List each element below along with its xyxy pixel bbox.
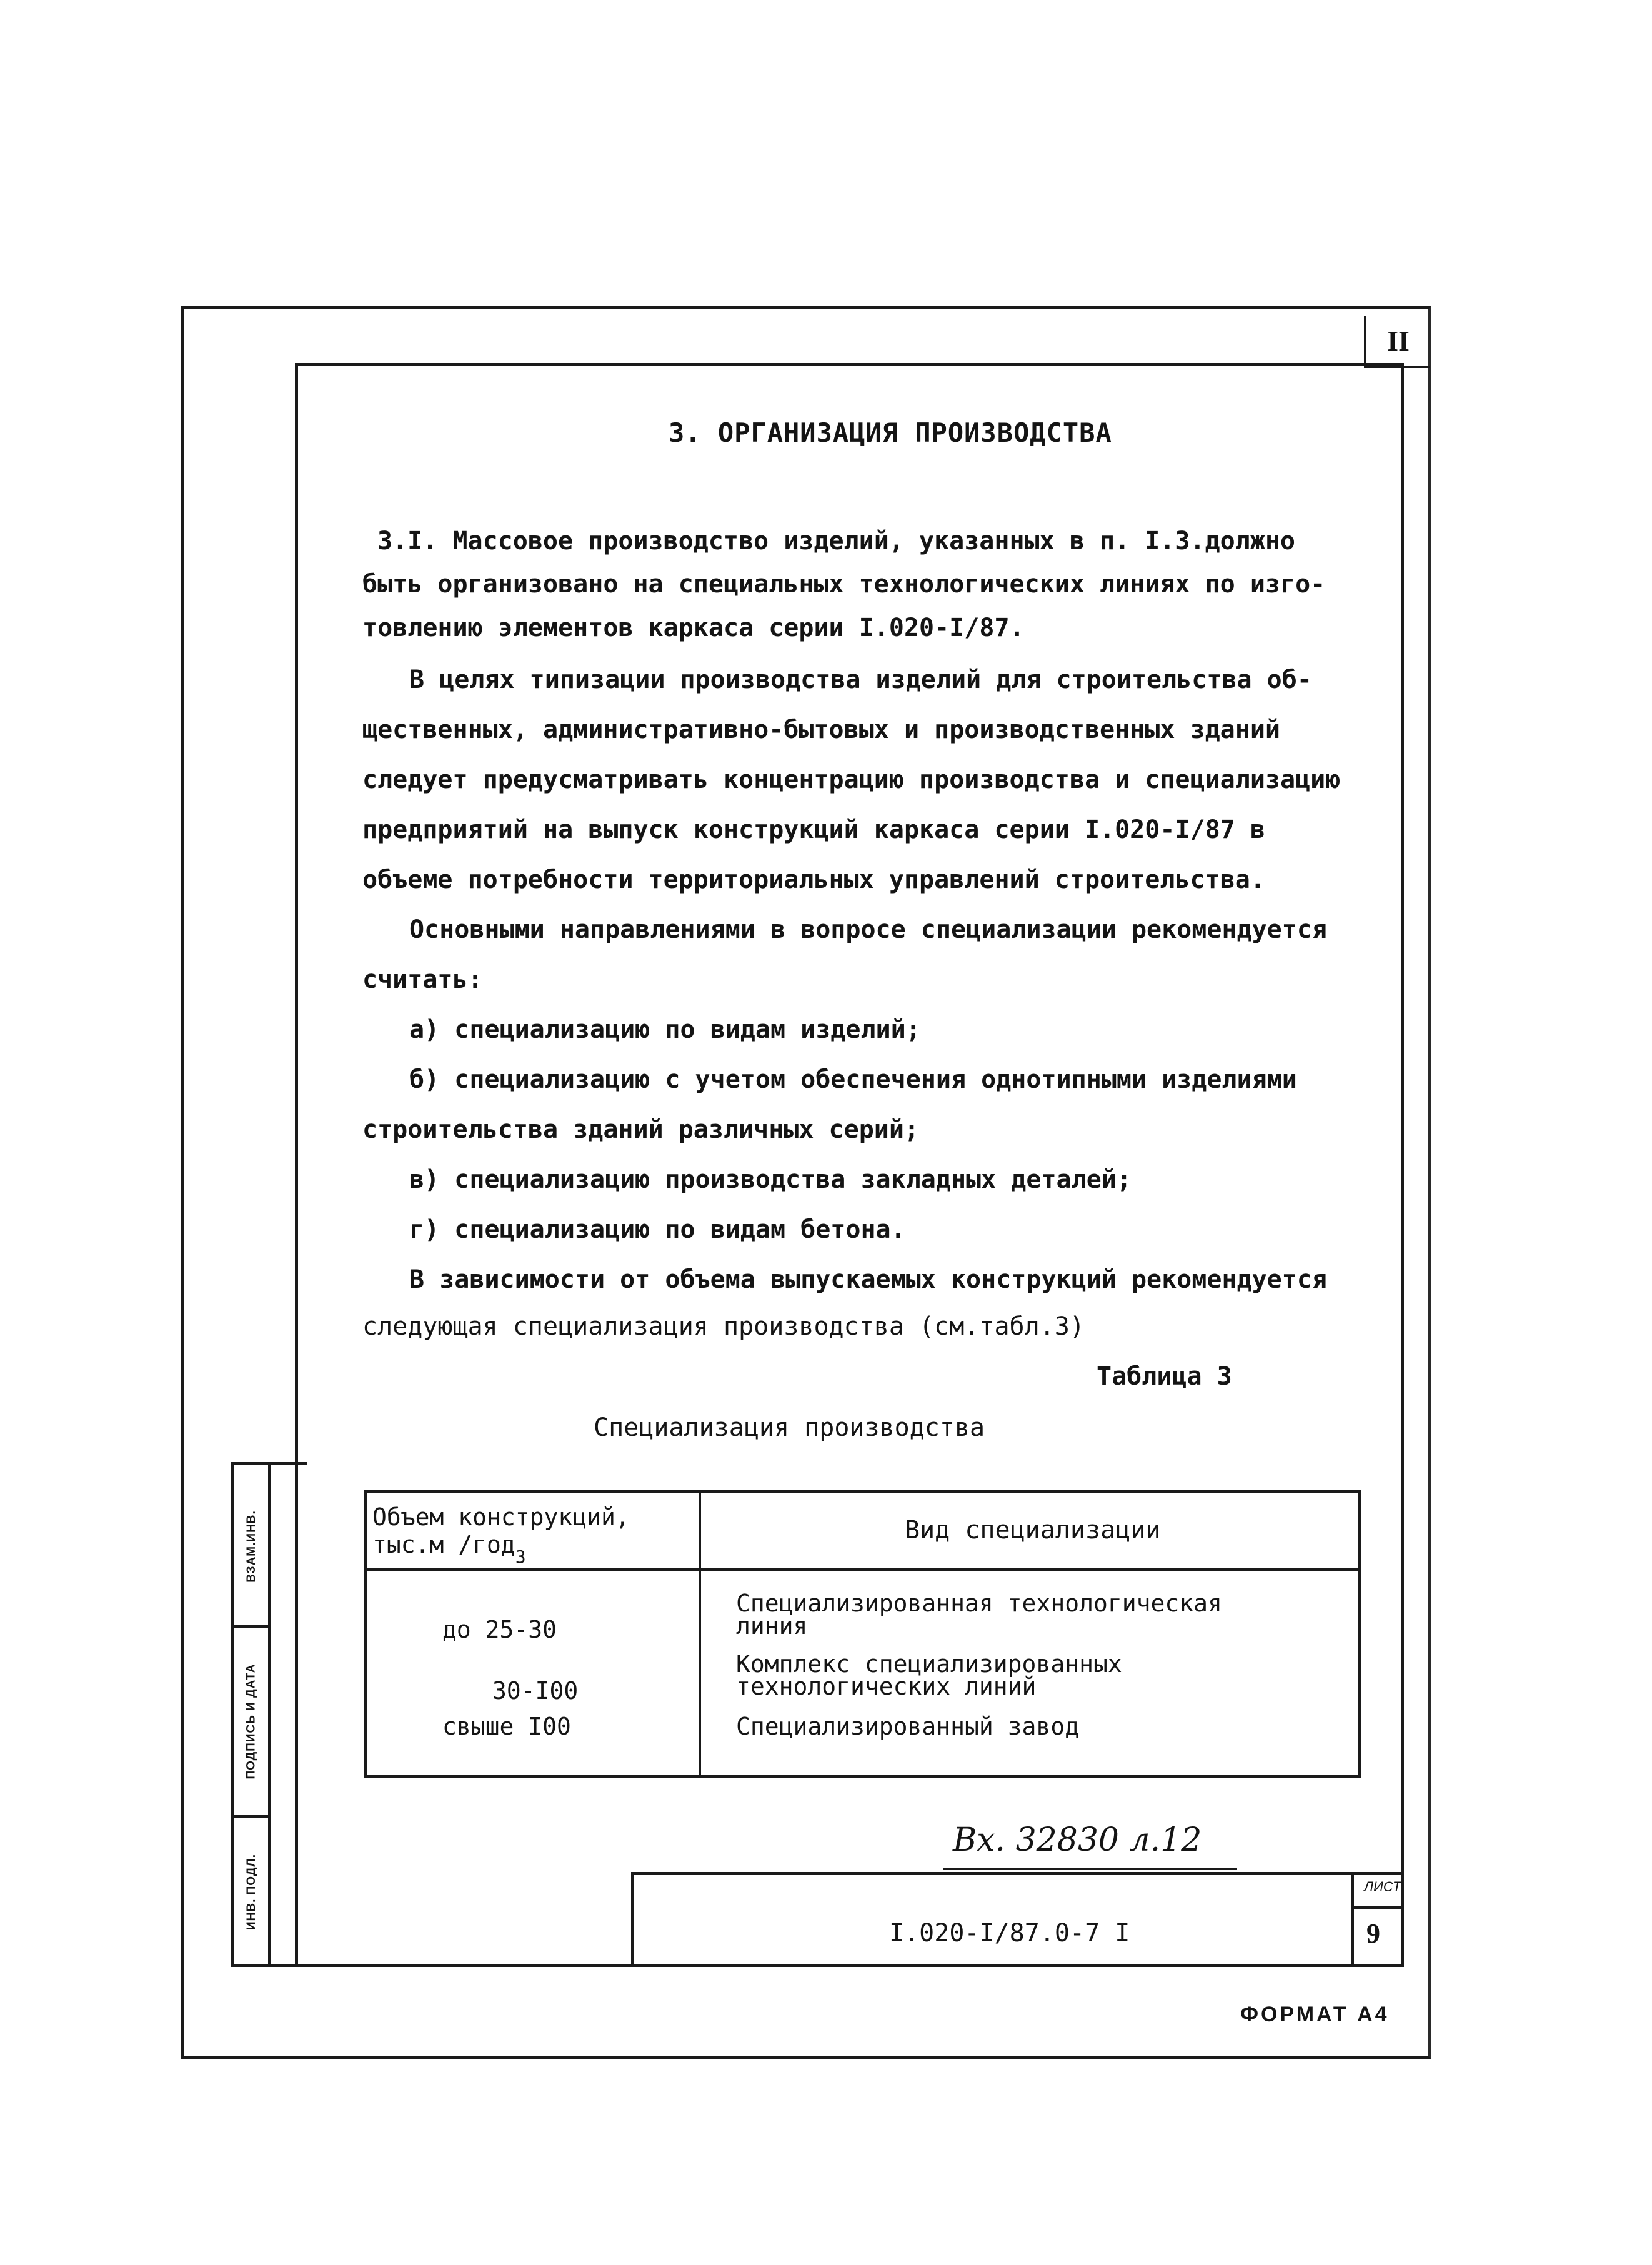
- body-line: товлению элементов каркаса серии I.020-I/87.: [362, 614, 1025, 642]
- body-line: следует предусматривать концентрацию производства и специализацию: [362, 765, 1341, 794]
- table-cell-kind: технологических линий: [736, 1673, 1037, 1700]
- table-header-volume-sup: 3: [515, 1546, 526, 1567]
- table-header-volume: [372, 1503, 630, 1567]
- table-cell-volume: свыше I00: [442, 1713, 571, 1740]
- table-cell-kind: Специализированный завод: [736, 1713, 1080, 1740]
- table-header-volume-line2: тыс.м /год: [372, 1531, 515, 1558]
- table-header-volume-line1: Объем конструкций,: [372, 1503, 630, 1531]
- body-line: Основными направлениями в вопросе специализации рекомендуется: [409, 915, 1328, 944]
- section-title: 3. ОРГАНИЗАЦИЯ ПРОИЗВОДСТВА: [669, 417, 1112, 448]
- table-cell-volume: 30-I00: [492, 1677, 579, 1705]
- approval-side-strip: [231, 1462, 307, 1967]
- body-line: б) специализацию с учетом обеспечения однотипными изделиями: [409, 1065, 1297, 1094]
- title-block: [631, 1872, 1404, 1967]
- side-label-original-inventory: ИНВ. ПОДЛ.: [245, 1854, 258, 1930]
- body-line: г) специализацию по видам бетона.: [409, 1215, 906, 1244]
- table-column-divider: [699, 1493, 701, 1775]
- side-label-replacement-inventory: ВЗАМ.ИНВ.: [245, 1510, 259, 1583]
- inbound-handwritten-note: Вх. 32830 л.12: [953, 1821, 1202, 1859]
- body-line: в) специализацию производства закладных деталей;: [409, 1165, 1132, 1194]
- body-line: следующая специализация производства (см.табл.3): [362, 1312, 1085, 1341]
- table-cell-kind: Специализированная технологическая: [736, 1590, 1222, 1617]
- body-line: считать:: [362, 965, 483, 994]
- top-sheet-number: II: [1364, 316, 1430, 368]
- body-line: а) специализацию по видам изделий;: [409, 1015, 921, 1044]
- body-line: предприятий на выпуск конструкций каркаса серии I.020-I/87 в: [362, 815, 1265, 844]
- inbound-note-underline: [943, 1868, 1237, 1870]
- table-title: Специализация производства: [594, 1413, 985, 1442]
- table-caption: Таблица 3: [1097, 1362, 1232, 1391]
- table-header-divider: [367, 1568, 1358, 1571]
- document-code: I.020-I/87.0-7 I: [889, 1919, 1130, 1948]
- body-line: строительства зданий различных серий;: [362, 1115, 920, 1144]
- table-cell-kind: Комплекс специализированных: [736, 1650, 1122, 1678]
- body-line: объеме потребности территориальных управлений строительства.: [362, 865, 1265, 894]
- body-line: 3.I. Массовое производство изделий, указанных в п. I.3.должно: [377, 527, 1296, 555]
- table-cell-volume: до 25-30: [442, 1616, 557, 1643]
- sheet-label: ЛИСТ: [1364, 1879, 1401, 1894]
- body-line: быть организовано на специальных технологических линиях по изго-: [362, 570, 1326, 599]
- specialization-table: [364, 1490, 1361, 1778]
- body-line: щественных, административно-бытовых и производственных зданий: [362, 715, 1281, 744]
- side-label-signature-date: ПОДПИСЬ И ДАТА: [245, 1663, 259, 1780]
- sheet-number: 9: [1366, 1918, 1380, 1949]
- body-line: В зависимости от объема выпускаемых конструкций рекомендуется: [409, 1265, 1328, 1294]
- format-label: ФОРМАТ А4: [1240, 2003, 1390, 2026]
- table-cell-kind: линия: [736, 1612, 808, 1640]
- body-line: В целях типизации производства изделий для строительства об-: [409, 665, 1312, 694]
- table-header-kind: Вид специализации: [905, 1516, 1161, 1545]
